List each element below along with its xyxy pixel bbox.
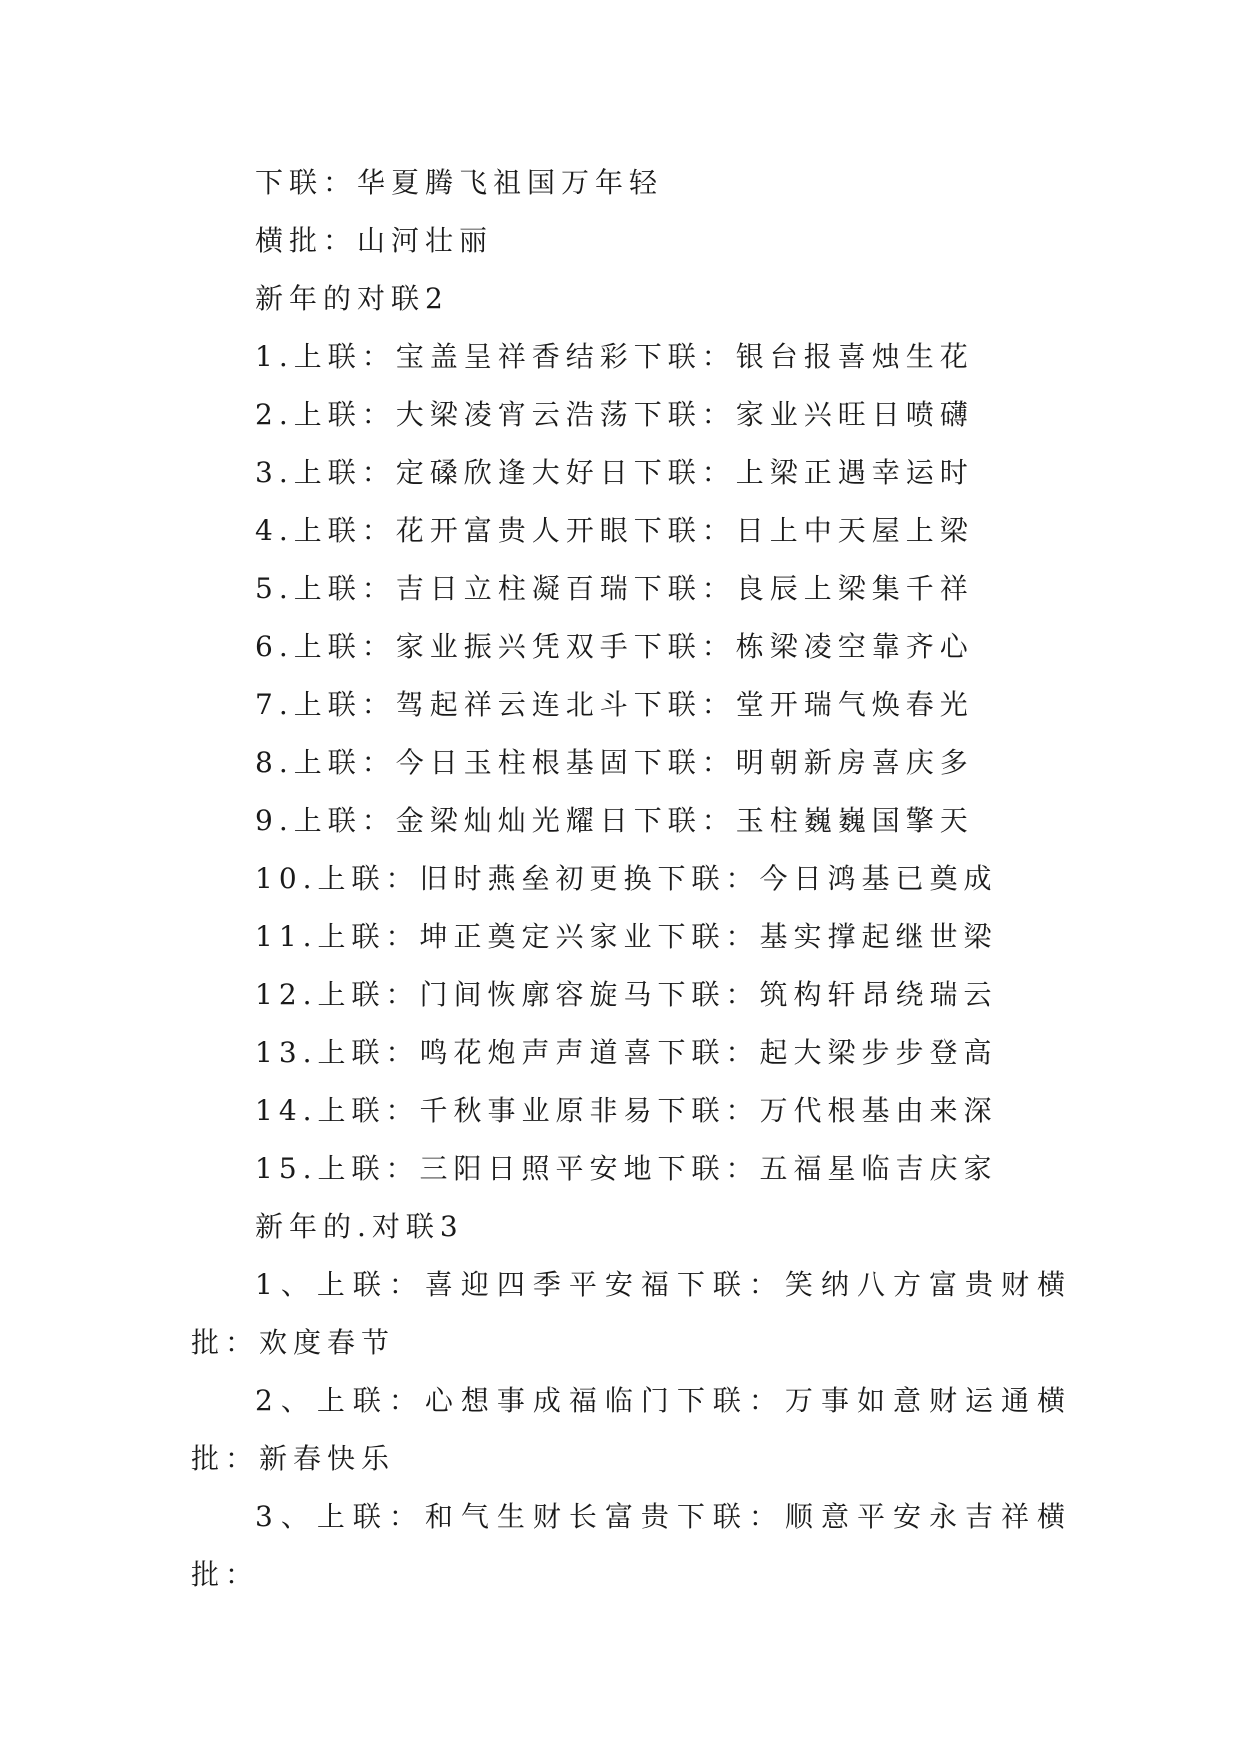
section-heading: 新年的.对联3	[255, 1210, 464, 1243]
couplet-paragraph: 3、上联：和气生财长富贵下联：顺意平安永吉祥横批：	[191, 1500, 1071, 1591]
couplet-item: 14.上联：千秋事业原非易下联：万代根基由来深	[255, 1094, 998, 1127]
couplet-item: 7.上联：驾起祥云连北斗下联：堂开瑞气焕春光	[255, 688, 974, 721]
section-heading: 新年的对联2	[255, 282, 449, 315]
couplet-paragraph: 1、上联：喜迎四季平安福下联：笑纳八方富贵财横批：欢度春节	[191, 1268, 1071, 1359]
couplet-item: 1.上联：宝盖呈祥香结彩下联：银台报喜烛生花	[255, 340, 974, 373]
couplet-item: 8.上联：今日玉柱根基固下联：明朝新房喜庆多	[255, 746, 974, 779]
couplet-item: 12.上联：门间恢廓容旋马下联：筑构轩昂绕瑞云	[255, 978, 998, 1011]
couplet-item: 11.上联：坤正奠定兴家业下联：基实撑起继世梁	[255, 920, 998, 953]
couplet-item: 4.上联：花开富贵人开眼下联：日上中天屋上梁	[255, 514, 974, 547]
text-line: 横批：山河壮丽	[255, 224, 494, 257]
couplet-item: 5.上联：吉日立柱凝百瑞下联：良辰上梁集千祥	[255, 572, 974, 605]
couplet-paragraph: 2、上联：心想事成福临门下联：万事如意财运通横批：新春快乐	[191, 1384, 1071, 1475]
couplet-item: 2.上联：大梁凌宵云浩荡下联：家业兴旺日喷礴	[255, 398, 974, 431]
couplet-item: 9.上联：金梁灿灿光耀日下联：玉柱巍巍国擎天	[255, 804, 974, 837]
couplet-item: 3.上联：定磉欣逢大好日下联：上梁正遇幸运时	[255, 456, 974, 489]
document-body	[191, 154, 1071, 1604]
couplet-item: 15.上联：三阳日照平安地下联：五福星临吉庆家	[255, 1152, 998, 1185]
text-line: 下联：华夏腾飞祖国万年轻	[255, 166, 664, 199]
couplet-item: 13.上联：鸣花炮声声道喜下联：起大梁步步登高	[255, 1036, 998, 1069]
couplet-item: 6.上联：家业振兴凭双手下联：栋梁凌空靠齐心	[255, 630, 974, 663]
couplet-item: 10.上联：旧时燕垒初更换下联：今日鸿基已奠成	[255, 862, 998, 895]
